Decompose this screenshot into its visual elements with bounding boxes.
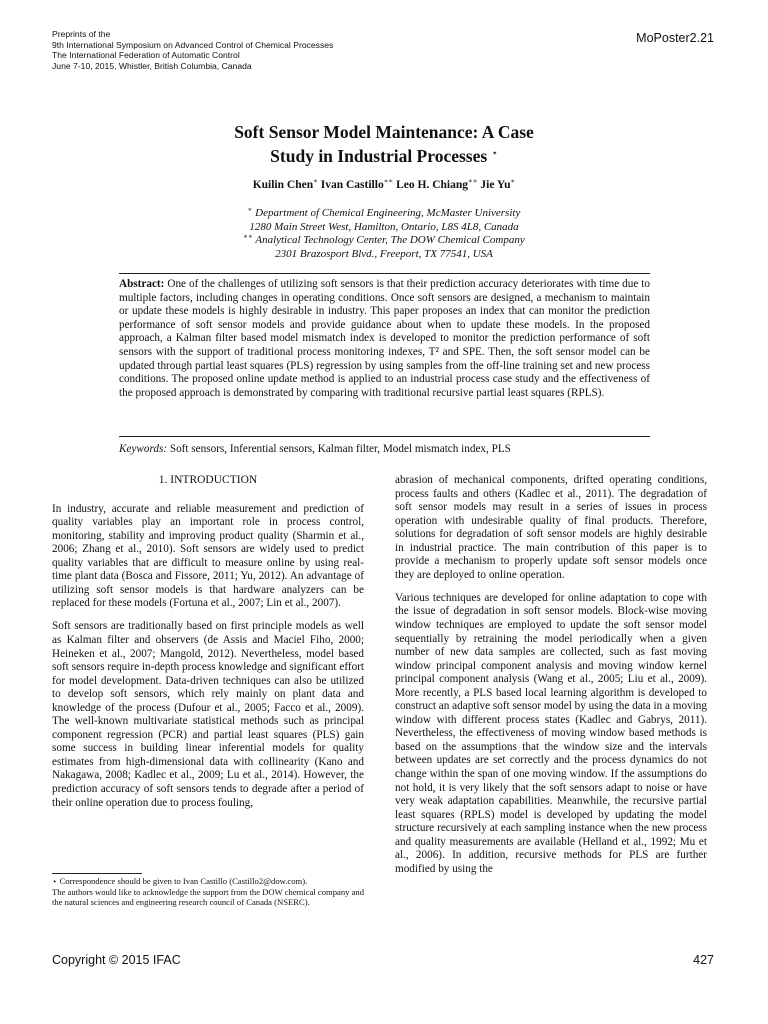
keywords-text: Soft sensors, Inferential sensors, Kalman filter, Model mismatch index, PLS bbox=[169, 443, 511, 455]
left-column bbox=[52, 474, 364, 820]
affiliation-text: Department of Chemical Engineering, McMaster University bbox=[255, 207, 521, 219]
footnotes bbox=[52, 876, 364, 908]
author-mark: ∗ bbox=[313, 177, 318, 186]
title-line-2 bbox=[0, 143, 768, 167]
footnote: ⋆ Correspondence should be given to Ivan Castillo (Castillo2@dow.com). bbox=[52, 876, 308, 886]
abstract-text: One of the challenges of utilizing soft sensors is that their prediction accuracy deteriorates with time due to multiple factors, including changes in operating conditions. Once soft sensors are designed, a mechanism to maintain or update these models is highly desirable in industry. This paper proposes an index that can monitor the prediction performance of soft sensor models and provide guidance about when to update these models. In the proposed approach, a Kalman filter based model mismatch index is developed to monitor the prediction performance of soft sensors with the support of traditional process monitoring indexes, T² and SPE. Then, the soft sensor model can be updated through partial least squares (PLS) regression by using samples from the off-line training set and new process conditions. The proposed online update method is applied to an industrial process case study and the effectiveness of the proposed approach is demonstrated by comparing with traditional recursive partial least squares (RPLS). bbox=[119, 278, 651, 399]
keywords-label: Keywords: bbox=[119, 443, 168, 455]
paragraph: Various techniques are developed for online adaptation to cope with the issue of degradation in soft sensor models. Block-wise moving window techniques are employed to update the soft sensor model sequentially by retraining the model periodically when a given number of new data samples are collected, such as fast moving window principal component analysis and moving window kernel principal component analysis (Wang et al., 2005; Liu et al., 2009). More recently, a PLS based local learning algorithm is developed to construct an adaptive soft sensor model by using the data in a moving window with different process states (Kadlec and Gabrys, 2011). Nevertheless, the effectiveness of moving window based methods is based on the assumptions that the window size and the intervals between updates are set correctly and the process dynamics do not change within the span of one moving window. If the assumptions do not hold, it is very likely that the soft sensors adapt to noise or have very weak adaptation capabilities. Meanwhile, the recursive partial least squares (RPLS) model is developed by updating the model structure recursively at each sampling instance when the new process and quality measurements are available (Helland et al., 1992; Mu et al., 2006). In addition, recursive methods for PLS are further modified by using the bbox=[395, 591, 707, 875]
title-line-2-text: Study in Industrial Processes bbox=[270, 146, 488, 166]
abstract-bottom-rule bbox=[119, 436, 650, 437]
preprint-info bbox=[52, 29, 333, 71]
author-list bbox=[0, 179, 768, 191]
footnote-rule bbox=[52, 873, 142, 874]
affiliation-line bbox=[0, 207, 768, 221]
affiliations bbox=[0, 207, 768, 261]
abstract bbox=[119, 278, 650, 400]
affiliation-text: Analytical Technology Center, The DOW Chemical Company bbox=[255, 234, 525, 247]
author-name: Ivan Castillo bbox=[320, 179, 384, 191]
section-heading: 1. INTRODUCTION bbox=[158, 474, 258, 486]
author-mark: ∗ bbox=[510, 177, 516, 186]
copyright: Copyright © 2015 IFAC bbox=[52, 953, 181, 967]
preprint-line: The International Federation of Automatic Control bbox=[52, 50, 240, 61]
paragraph: abrasion of mechanical components, drifted operating conditions, process faults and others (Kadlec et al., 2011). The degradation of soft sensor models may result in a series of issues in process operation with undesirable quality of final products. Therefore, solutions for degradation of soft sensor models are highly desirable in industrial practice. The main contribution of this paper is to provide a mechanism to properly update soft sensor models once they are deployed to online operation. bbox=[395, 474, 707, 581]
author-name: Jie Yu bbox=[480, 179, 511, 191]
right-column bbox=[395, 474, 707, 886]
author-mark: ∗∗ bbox=[467, 177, 478, 186]
affiliation-line: 2301 Brazosport Blvd., Freeport, TX 77541, USA bbox=[275, 247, 493, 260]
affiliation-line: 1280 Main Street West, Hamilton, Ontario, L8S 4L8, Canada bbox=[249, 220, 519, 233]
page-number: 427 bbox=[693, 953, 714, 967]
preprint-line: Preprints of the bbox=[52, 29, 111, 39]
author-mark: ∗∗ bbox=[383, 177, 394, 186]
preprint-line: June 7-10, 2015, Whistler, British Columbia, Canada bbox=[52, 60, 252, 71]
title-footnote-marker: ⋆ bbox=[491, 148, 498, 159]
footnote: The authors would like to acknowledge the support from the DOW chemical company and the natural sciences and engineering research council of Canada (NSERC). bbox=[52, 886, 364, 908]
abstract-top-rule bbox=[119, 273, 650, 274]
author-name: Kuilin Chen bbox=[252, 179, 314, 191]
poster-id: MoPoster2.21 bbox=[636, 31, 714, 45]
author-name: Leo H. Chiang bbox=[396, 179, 468, 191]
keywords bbox=[119, 443, 650, 457]
abstract-label: Abstract: bbox=[119, 278, 165, 290]
paper-title bbox=[0, 121, 768, 167]
title-line-1: Soft Sensor Model Maintenance: A Case bbox=[234, 122, 534, 142]
affiliation-mark: ∗ bbox=[247, 205, 253, 214]
affiliation-mark: ∗∗ bbox=[243, 232, 253, 241]
affiliation-line bbox=[0, 234, 768, 248]
preprint-line: 9th International Symposium on Advanced Control of Chemical Processes bbox=[52, 39, 334, 50]
paragraph: Soft sensors are traditionally based on first principle models as well as Kalman filter and observers (de Assis and Maciel Fiho, 2000; Heineken et al., 2007; Mangold, 2012). Nevertheless, model based soft sensors require in-depth process knowledge and significant effort for model development. Data-driven techniques can also be utilized to develop soft sensors, which rely mainly on plant data and knowledge of the process (Dufour et al., 2005; Facco et al., 2009). The well-known multivariate statistical methods such as principal component regression (PCR) and partial least squares (PLS) gain some success in building linear inferential models for quality estimates from high-dimensional data with collinearity (Kano and Nakagawa, 2008; Kadlec et al., 2009; Lu et al., 2014). However, the prediction accuracy of soft sensors tends to degrade after a period of their online operation due to process fouling, bbox=[52, 620, 364, 809]
paragraph: In industry, accurate and reliable measurement and prediction of quality variables play an important role in process control, monitoring, stability and improving product quality (Sharmin et al., 2006; Zhang et al., 2010). Soft sensors are widely used to predict quality variables that are difficult to measure online by using real-time plant data (Bosca and Fissore, 2011; Yu, 2012). An advantage of utilizing soft sensor models is that hardware analyzers can be replaced for these models (Fortuna et al., 2007; Lin et al., 2007). bbox=[52, 502, 364, 610]
